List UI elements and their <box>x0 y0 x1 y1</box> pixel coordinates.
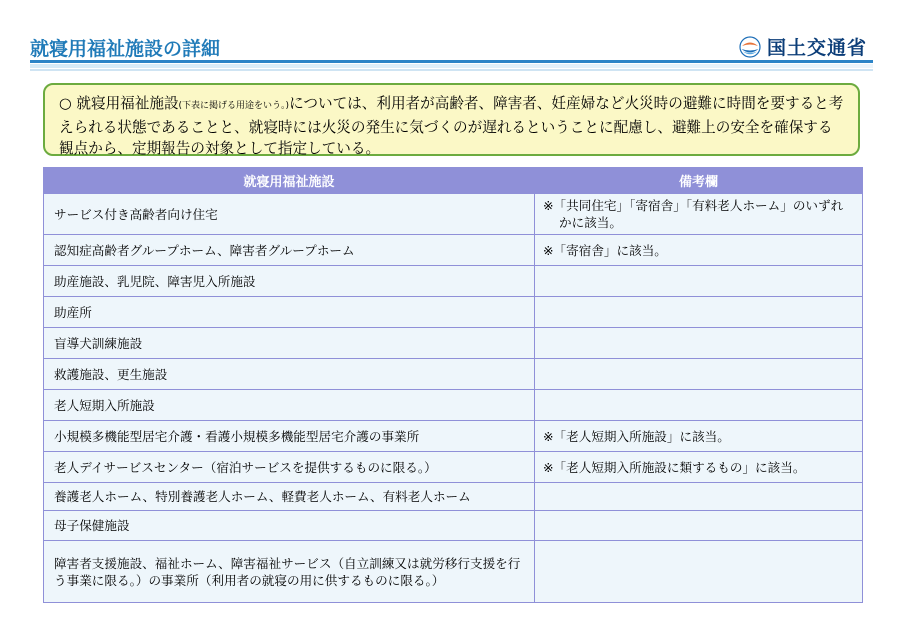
facility-cell: 小規模多機能型居宅介護・看護小規模多機能型居宅介護の事業所 <box>44 421 535 452</box>
header-remark: 備考欄 <box>535 168 863 194</box>
table-row <box>44 328 863 359</box>
title-rule-light <box>30 69 873 71</box>
remark-cell <box>535 194 863 235</box>
remark-text: ※「老人短期入所施設に類するもの」に該当。 <box>543 459 806 475</box>
facility-cell: 救護施設、更生施設 <box>44 359 535 390</box>
table-row <box>44 359 863 390</box>
facility-cell: 助産施設、乳児院、障害児入所施設 <box>44 266 535 297</box>
facility-cell: 助産所 <box>44 297 535 328</box>
remark-cell <box>535 266 863 297</box>
facility-cell: サービス付き高齢者向け住宅 <box>44 194 535 235</box>
table-row <box>44 390 863 421</box>
table-row <box>44 541 863 603</box>
table-row <box>44 297 863 328</box>
title-rule-gradient <box>30 64 873 68</box>
table-header-row <box>44 168 863 194</box>
table-row <box>44 266 863 297</box>
facility-cell: 認知症高齢者グループホーム、障害者グループホーム <box>44 235 535 266</box>
summary-note <box>43 83 860 156</box>
note-body: については、利用者が高齢者、障害者、妊産婦など火災時の避難に時間を要すると考えられる状態であることと、就寝時には火災の発生に気づくのが遅れるということに配慮し、避難上の安全を確保する観点から、定期報告の対象として指定している。 <box>59 95 844 157</box>
page-title: 就寝用福祉施設の詳細 <box>30 38 221 60</box>
table-row <box>44 235 863 266</box>
note-lead: 就寝用福祉施設 <box>76 95 179 112</box>
table-row <box>44 452 863 483</box>
remark-cell <box>535 421 863 452</box>
ministry-name: 国土交通省 <box>766 37 867 59</box>
header-facility: 就寝用福祉施設 <box>44 168 535 194</box>
facility-cell: 盲導犬訓練施設 <box>44 328 535 359</box>
remark-text: ※「共同住宅」「寄宿舎」「有料老人ホーム」のいずれかに該当。 <box>543 198 844 230</box>
remark-cell <box>535 297 863 328</box>
facility-cell: 老人デイサービスセンター（宿泊サービスを提供するものに限る。） <box>44 452 535 483</box>
note-small: (下表に掲げる用途をいう。) <box>178 101 290 111</box>
remark-cell <box>535 511 863 541</box>
remark-text: ※「老人短期入所施設」に該当。 <box>543 428 730 444</box>
note-bullet: ○ <box>59 95 72 112</box>
facility-cell: 母子保健施設 <box>44 511 535 541</box>
ministry-logo-block <box>739 33 867 60</box>
remark-cell <box>535 235 863 266</box>
remark-cell <box>535 483 863 511</box>
table-row <box>44 194 863 235</box>
remark-text: ※「寄宿舎」に該当。 <box>543 242 667 258</box>
table-row <box>44 421 863 452</box>
table-row <box>44 511 863 541</box>
table-row <box>44 483 863 511</box>
remark-cell <box>535 541 863 603</box>
ministry-emblem-icon <box>739 36 761 58</box>
facility-cell: 老人短期入所施設 <box>44 390 535 421</box>
facility-cell: 養護老人ホーム、特別養護老人ホーム、軽費老人ホーム、有料老人ホーム <box>44 483 535 511</box>
remark-cell <box>535 359 863 390</box>
facility-cell: 障害者支援施設、福祉ホーム、障害福祉サービス（自立訓練又は就労移行支援を行う事業に限る。）の事業所（利用者の就寝の用に供するものに限る。） <box>44 541 535 603</box>
remark-cell <box>535 452 863 483</box>
remark-cell <box>535 390 863 421</box>
facility-table <box>43 167 863 603</box>
remark-cell <box>535 328 863 359</box>
title-rule <box>30 60 873 63</box>
